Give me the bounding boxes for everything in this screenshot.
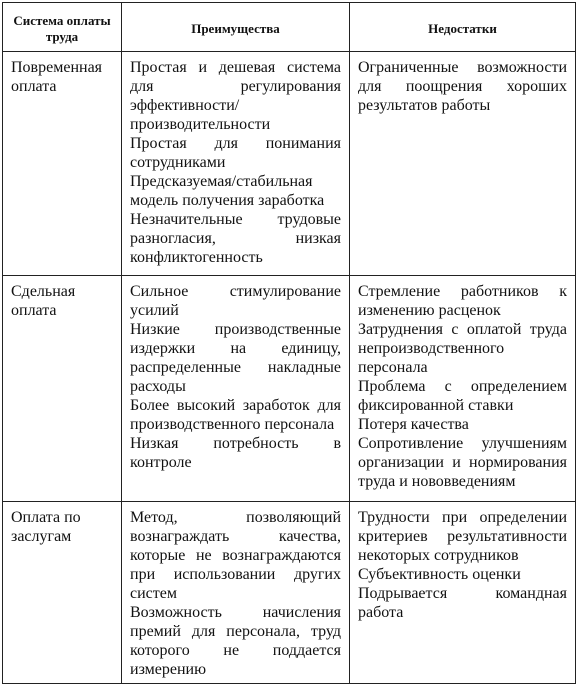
system-cell: Оплата по заслугам (3, 502, 122, 684)
table-row (3, 276, 576, 502)
list-item: Простая и дешевая система для регулирования эффективности/производительности (130, 59, 341, 133)
disadvantages-cell (350, 52, 576, 276)
list-item: Субъективность оценки (358, 566, 521, 583)
list-item: Трудности при определении критериев результативности некоторых сотрудников (358, 509, 567, 564)
list-item: Более высокий заработок для производственного персонала (130, 397, 341, 433)
pay-systems-table (2, 2, 576, 684)
advantages-cell (122, 276, 350, 502)
header-advantages: Преимущества (122, 3, 350, 52)
list-item: Метод, позволяющий вознаграждать качества, которые не вознаграждаются при использовании других систем (130, 509, 341, 602)
disadvantages-cell (350, 502, 576, 684)
list-item: Сопротивление улучшениям организации и нормирования труда и нововведениям (358, 435, 567, 490)
table-row (3, 52, 576, 276)
list-item: Простая для понимания сотрудниками (130, 135, 341, 171)
advantages-cell (122, 52, 350, 276)
system-cell: Повременная оплата (3, 52, 122, 276)
list-item: Незначительные трудовые разногласия, низкая конфликтогенность (130, 211, 341, 266)
list-item: Предсказуемая/стабильная модель получения заработка (130, 173, 325, 209)
header-row (3, 3, 576, 52)
list-item: Низкие производственные издержки на единицу, распределенные накладные расходы (130, 321, 341, 395)
list-item: Ограниченные возможности для поощрения хороших результатов работы (358, 59, 567, 114)
disadvantages-cell (350, 276, 576, 502)
list-item: Сильное стимулирование усилий (130, 283, 341, 319)
header-disadvantages: Недостатки (350, 3, 576, 52)
list-item: Затруднения с оплатой труда непроизводственного персонала (358, 321, 567, 376)
list-item: Стремление работников к изменению расценок (358, 283, 567, 319)
list-item: Возможность начисления премий для персонала, труд которого не поддается измерению (130, 604, 341, 678)
list-item: Проблема с определением фиксированной ставки (358, 378, 567, 414)
advantages-cell (122, 502, 350, 684)
system-cell: Сдельная оплата (3, 276, 122, 502)
header-system: Система оплаты труда (3, 3, 122, 52)
list-item: Потеря качества (358, 416, 469, 433)
table-row (3, 502, 576, 684)
list-item: Подрывается командная работа (358, 585, 567, 621)
list-item: Низкая потребность в контроле (130, 435, 341, 471)
